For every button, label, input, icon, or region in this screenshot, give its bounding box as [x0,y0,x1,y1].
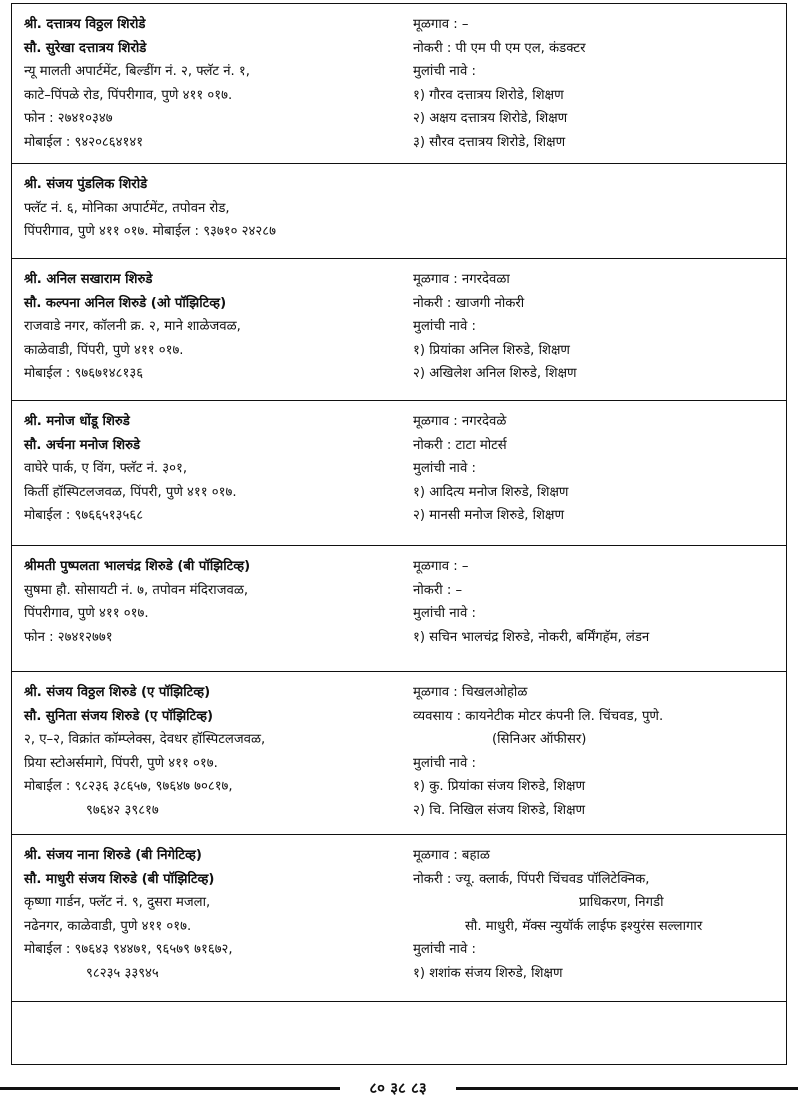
entry-right-column [413,268,786,386]
native-place: मूळगाव : – [413,559,469,574]
children-heading: मुलांची नावे : [413,461,476,476]
children-heading: मुलांची नावे : [413,606,476,621]
head-name: श्री. दत्तात्रय विठ्ठल शिरोडे [24,17,146,32]
children-heading: मुलांची नावे : [413,319,476,334]
entry-left-column [24,844,413,985]
entry-left-column [24,268,413,386]
entry-pushpalata-shirude [12,546,786,672]
address-line: राजवाडे नगर, कॉलनी क्र. २, माने शाळेजवळ, [24,319,241,334]
child-item: १) सचिन भालचंद्र शिरुडे, नोकरी, बर्मिंगहॅम, लंडन [413,629,650,645]
address-line: किर्ती हॉस्पिटलजवळ, पिंपरी, पुणे ४११ ०१७. [24,484,237,500]
address-line: न्यू मालती अपार्टमेंट, बिल्डींग नं. २, फ्लॅट नं. १, [24,64,250,79]
page-number: ८० ३८ ८३ [369,1079,427,1097]
entry-sanjay-nana-shirude [12,835,786,1002]
address-line: नढेनगर, काळेवाडी, पुणे ४११ ०१७. [24,918,192,934]
address-line: सुषमा हौ. सोसायटी नं. ७, तपोवन मंदिराजवळ, [24,582,249,598]
address-line: २, ए–२, विक्रांत कॉम्प्लेक्स, देवधर हॉस्पिटलजवळ, [24,732,266,747]
entry-right-column [413,844,786,985]
entry-left-column [24,681,413,822]
entry-right-column [413,681,786,822]
head-name: श्रीमती पुष्पलता भालचंद्र शिरुडे (बी पॉझिटिव्ह) [24,559,251,574]
child-item: १) कु. प्रियांका संजय शिरुडे, शिक्षण [413,779,586,794]
designation: (सिनिअर ऑफीसर) [492,732,587,747]
mobile: मोबाईल : ९७६६५१३५६८ [24,508,144,523]
address-line: वाघेरे पार्क, ए विंग, फ्लॅट नं. ३०१, [24,461,188,476]
address-line: प्रिया स्टोअर्समागे, पिंपरी, पुणे ४११ ०१७. [24,755,218,771]
head-name: श्री. संजय पुंडलिक शिरोडे [24,177,148,192]
footer-rule-right [456,1087,798,1090]
address-line: पिंपरीगाव, पुणे ४११ ०१७. [24,606,149,621]
entry-left-column [24,555,413,649]
occupation: नोकरी : ज्यू. क्लार्क, पिंपरी चिंचवड पॉलिटेक्निक, [413,871,650,887]
children-heading: मुलांची नावे : [413,755,476,771]
native-place: मूळगाव : चिखलओहोळ [413,685,528,700]
entry-dattatray-shirode [12,4,786,164]
occupation-continued: प्राधिकरण, निगडी [579,895,664,910]
head-name: श्री. संजय विठ्ठल शिरुडे (ए पॉझिटिव्ह) [24,685,211,700]
spouse-occupation: सौ. माधुरी, मॅक्स न्युयॉर्क लाईफ इश्युरंस सल्लागार [465,918,703,934]
mobile-continued: ९८२३५ ३३९४५ [86,965,159,981]
page-footer [0,1076,798,1100]
child-item: २) अखिलेश अनिल शिरुडे, शिक्षण [413,366,577,381]
child-item: १) आदित्य मनोज शिरुडे, शिक्षण [413,484,569,500]
mobile: मोबाईल : ९८२३६ ३८६५७, ९७६४७ ७०८१७, [24,779,233,794]
native-place: मूळगाव : नगरदेवळा [413,272,510,287]
head-name: श्री. मनोज धोंडू शिरुडे [24,414,130,429]
head-name: श्री. अनिल सखाराम शिरुडे [24,272,153,287]
address-line: फ्लॅट नं. ६, मोनिका अपार्टमेंट, तपोवन रोड, [24,200,230,216]
spouse-name: सौ. सुनिता संजय शिरुडे (ए पॉझिटिव्ह) [24,708,214,724]
spouse-name: सौ. माधुरी संजय शिरुडे (बी पॉझिटिव्ह) [24,871,215,887]
occupation: नोकरी : खाजगी नोकरी [413,295,525,311]
native-place: मूळगाव : – [413,17,469,32]
entry-right-column [413,410,786,528]
spouse-name: सौ. सुरेखा दत्तात्रय शिरोडे [24,40,147,56]
address-line: काटे–पिंपळे रोड, पिंपरीगाव, पुणे ४११ ०१७. [24,87,233,103]
address-mobile-line: पिंपरीगाव, पुणे ४११ ०१७. मोबाईल : ९३७१० २४२८७ [24,224,276,239]
phone: फोन : २७४१२७७१ [24,629,113,645]
entry-manoj-shirude [12,401,786,546]
footer-rule-left [0,1087,340,1090]
child-item: २) चि. निखिल संजय शिरुडे, शिक्षण [413,802,586,818]
child-item: २) मानसी मनोज शिरुडे, शिक्षण [413,508,565,523]
entry-left-column [24,410,413,528]
entry-sanjay-pundlik-shirode [12,164,786,259]
entry-right-column [413,13,786,154]
children-heading: मुलांची नावे : [413,942,476,957]
spouse-name: सौ. कल्पना अनिल शिरुडे (ओ पॉझिटिव्ह) [24,295,227,311]
mobile: मोबाईल : ९७६७१४८१३६ [24,366,144,381]
directory-page [11,3,787,1065]
occupation: नोकरी : – [413,582,463,598]
entry-anil-shirude [12,259,786,401]
entry-sanjay-vitthal-shirude [12,672,786,835]
entry-right-column [413,555,786,649]
native-place: मूळगाव : बहाळ [413,848,490,863]
entry-left-column [24,13,413,154]
head-name: श्री. संजय नाना शिरुडे (बी निगेटिव्ह) [24,848,202,863]
child-item: १) प्रियांका अनिल शिरुडे, शिक्षण [413,342,570,358]
child-item: २) अक्षय दत्तात्रय शिरोडे, शिक्षण [413,111,568,126]
child-item: ३) सौरव दत्तात्रय शिरोडे, शिक्षण [413,134,566,150]
mobile: मोबाईल : ९४२०८६४१४१ [24,134,144,150]
native-place: मूळगाव : नगरदेवळे [413,414,507,429]
children-heading: मुलांची नावे : [413,64,476,79]
phone: फोन : २७४१०३४७ [24,111,113,126]
occupation: नोकरी : पी एम पी एम एल, कंडक्टर [413,40,586,56]
entry-left-column [24,173,624,244]
business: व्यवसाय : कायनेटीक मोटर कंपनी लि. चिंचवड, पुणे. [413,708,664,724]
mobile: मोबाईल : ९७६४३ ९४४७१, ९६५७९ ७१६७२, [24,942,233,957]
child-item: १) शशांक संजय शिरुडे, शिक्षण [413,965,563,981]
occupation: नोकरी : टाटा मोटर्स [413,437,507,453]
address-line: काळेवाडी, पिंपरी, पुणे ४११ ०१७. [24,342,184,358]
address-line: कृष्णा गार्डन, फ्लॅट नं. ९, दुसरा मजला, [24,895,211,910]
mobile-continued: ९७६४२ ३९८१७ [86,802,159,818]
child-item: १) गौरव दत्तात्रय शिरोडे, शिक्षण [413,87,564,103]
spouse-name: सौ. अर्चना मनोज शिरुडे [24,437,141,453]
